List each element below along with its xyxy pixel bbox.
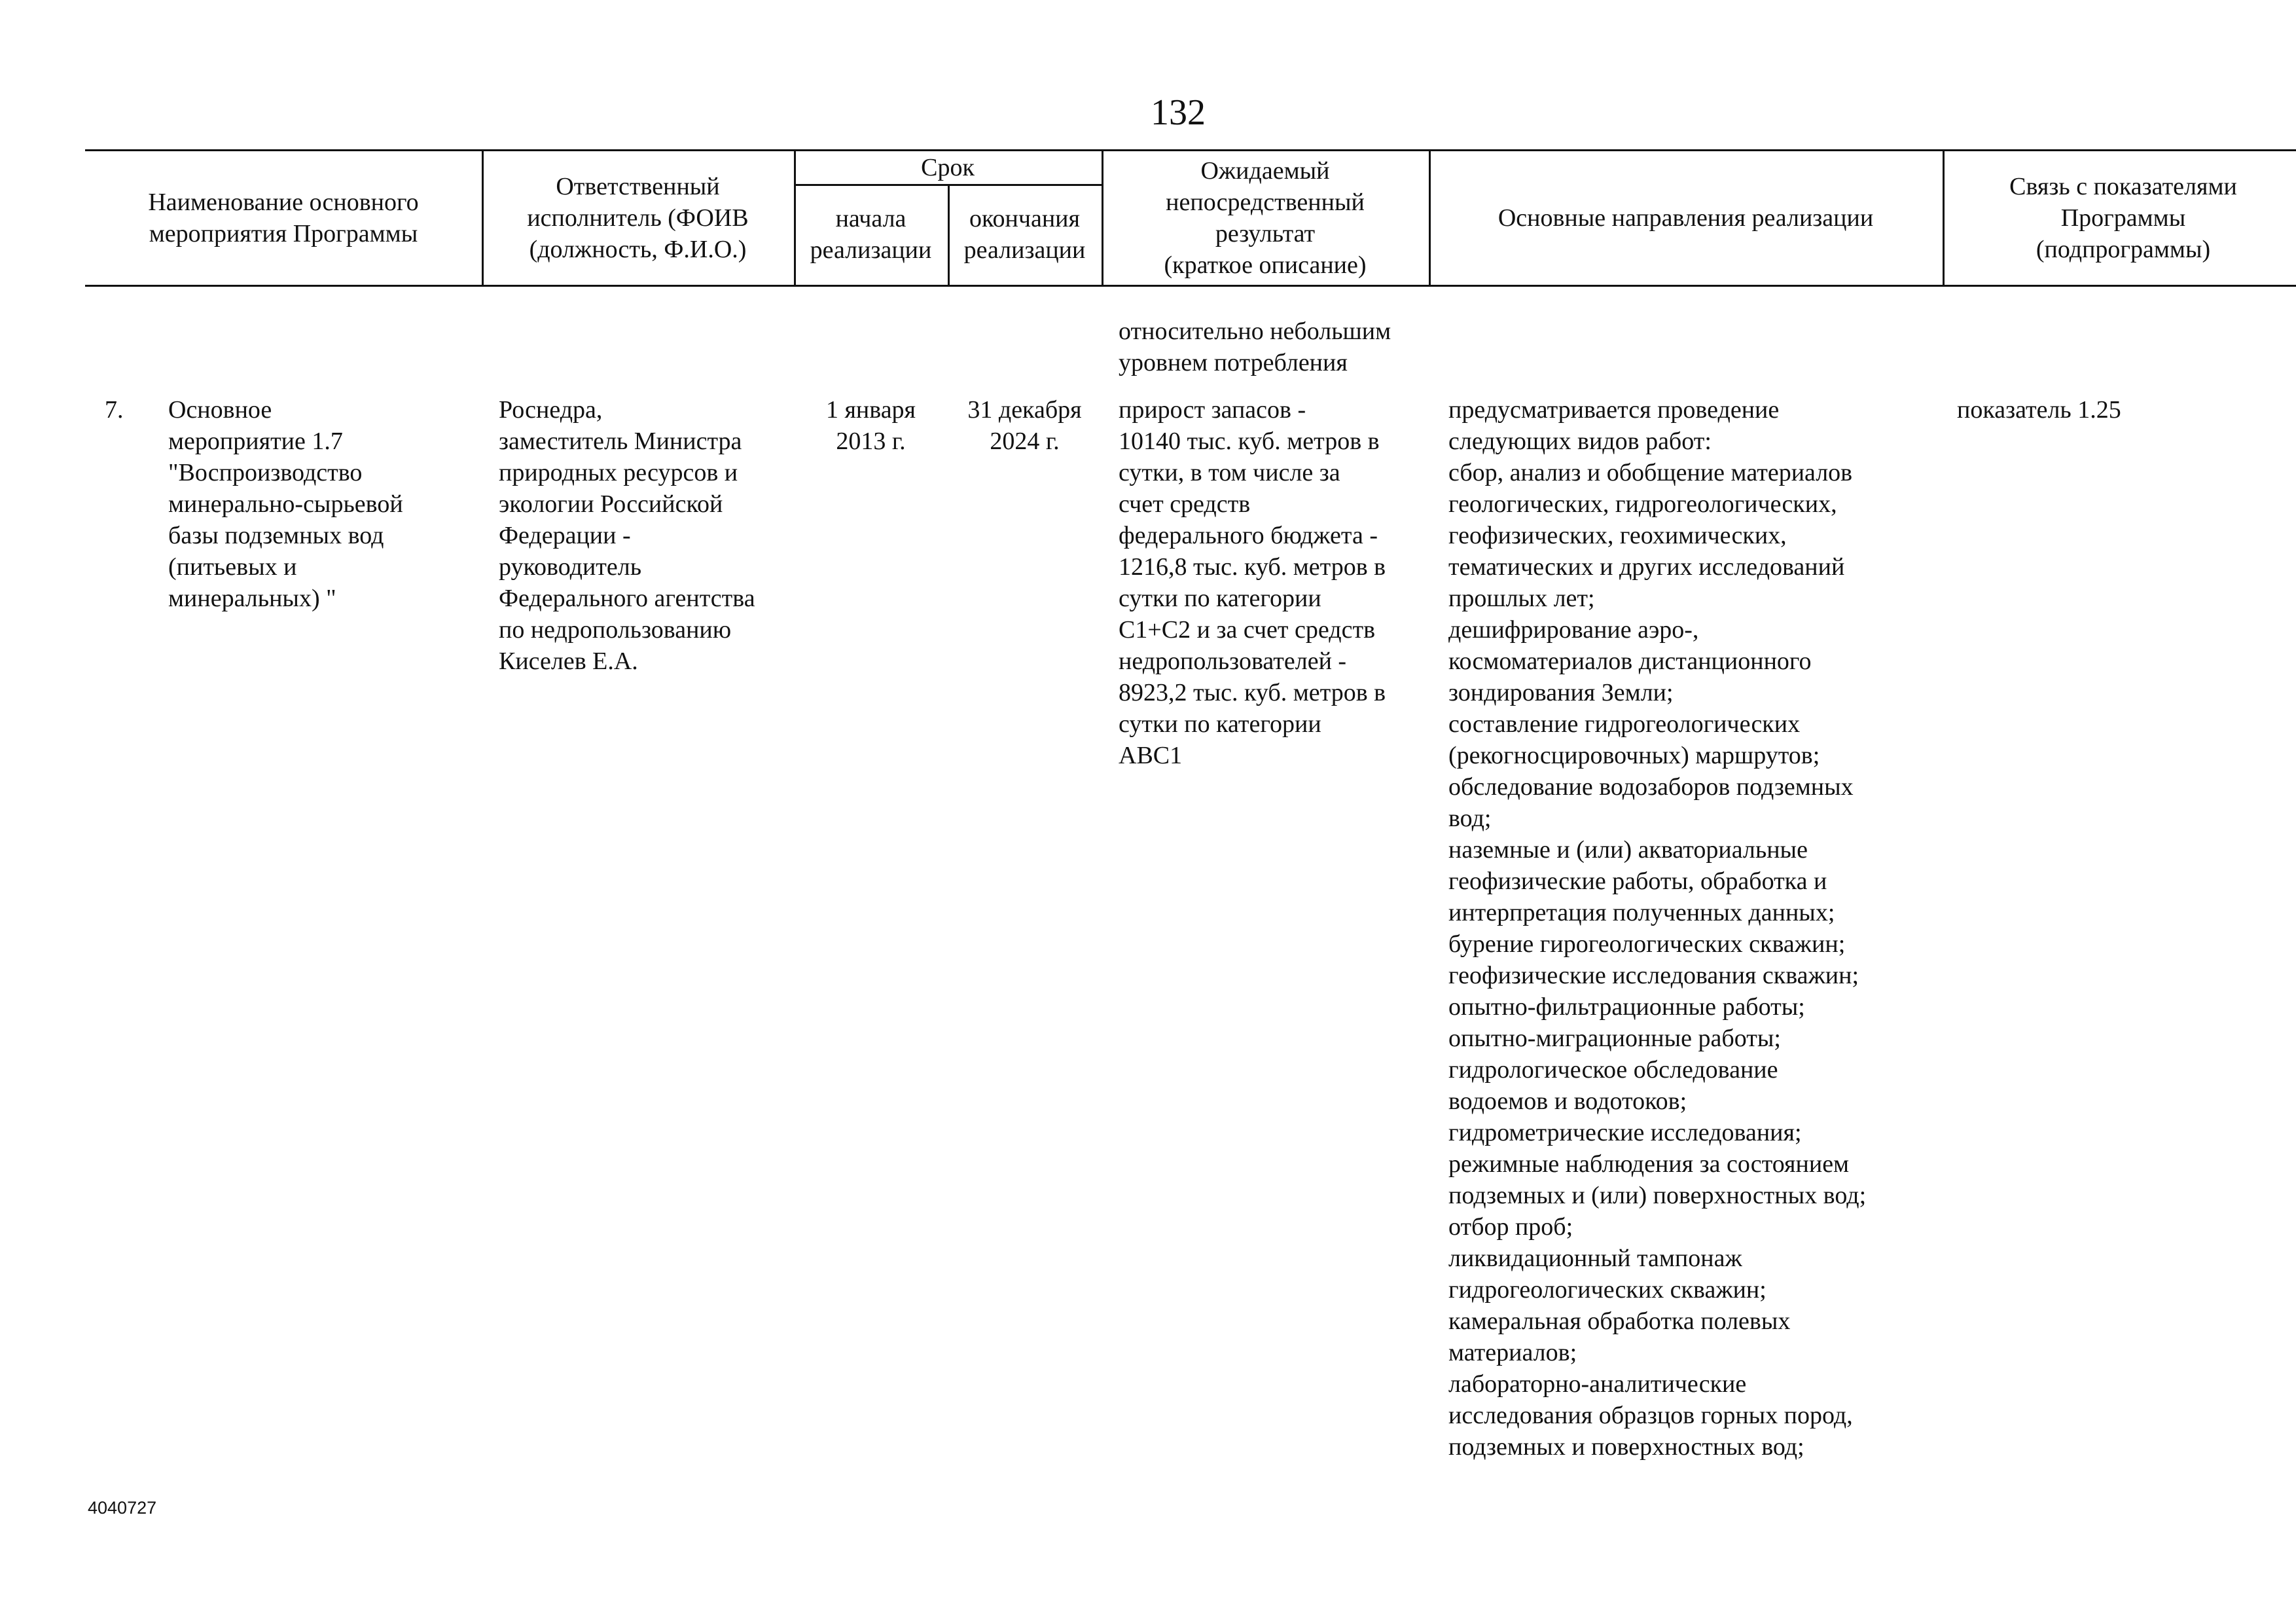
row-number: 7.: [105, 396, 124, 424]
header-executor: Ответственный исполнитель (ФОИВ (должность, Ф.И.О.): [527, 173, 749, 263]
page-number: 132: [1151, 92, 1206, 133]
header-expected-result: Ожидаемый непосредственный результат (краткое описание): [1164, 157, 1367, 279]
header-directions: Основные направления реализации: [1498, 204, 1874, 232]
header-term: Срок: [921, 154, 975, 181]
row-event-name: Основное мероприятие 1.7 "Воспроизводство минерально-сырьевой базы подземных вод (питьевых и минеральных) ": [168, 396, 403, 612]
row-executor: Роснедра, заместитель Министра природных ресурсов и экологии Российской Федерации - руководитель Федерального агентства по недропользованию Киселев Е.А.: [499, 396, 755, 675]
document-code: 4040727: [88, 1498, 157, 1518]
row-expected-result: прирост запасов - 10140 тыс. куб. метров в сутки, в том числе за счет средств федерального бюджета - 1216,8 тыс. куб. метров в сутки по категории C1+C2 и за счет средств недропользователей - 8923,2 тыс. куб. метров в сутки по категории ABC1: [1119, 396, 1386, 769]
header-term-start: начала реализации: [810, 205, 932, 264]
header-indicator-link: Связь с показателями Программы (подпрограммы): [2009, 173, 2237, 263]
row-indicator-link: показатель 1.25: [1957, 396, 2121, 424]
header-event-name: Наименование основного мероприятия Программы: [148, 189, 419, 247]
row-directions: предусматривается проведение следующих видов работ: сбор, анализ и обобщение материалов геологических, гидрогеологических, геофизических, геохимических, тематических и других исследований прошлых лет; дешифрирование аэро-, космоматериалов дистанционного зондирования Земли; составление гидрогеологических (рекогносцировочных) маршрутов; обследование водозаборов подземных вод; наземные и (или) акваториальные геофизические работы, обработка и интерпретация полученных данных; бурение гирогеологических скважин; геофизические исследования скважин; опытно-фильтрационные работы; опытно-миграционные работы; гидрологическое обследование водоемов и водотоков; гидрометрические исследования; режимные наблюдения за состоянием подземных и (или) поверхностных вод; отбор проб; ликвидационный тампонаж гидрогеологических скважин; камеральная обработка полевых материалов; лабораторно-аналитические исследования образцов горных пород, подземных и поверхностных вод;: [1448, 396, 1867, 1461]
header-term-end: окончания реализации: [963, 205, 1086, 264]
table-header: [85, 149, 2296, 287]
row-start-date: 1 января 2013 г.: [825, 396, 916, 455]
row-end-date: 31 декабря 2024 г.: [967, 396, 1082, 455]
continued-result-text: относительно небольшим уровнем потребления: [1119, 318, 1391, 376]
